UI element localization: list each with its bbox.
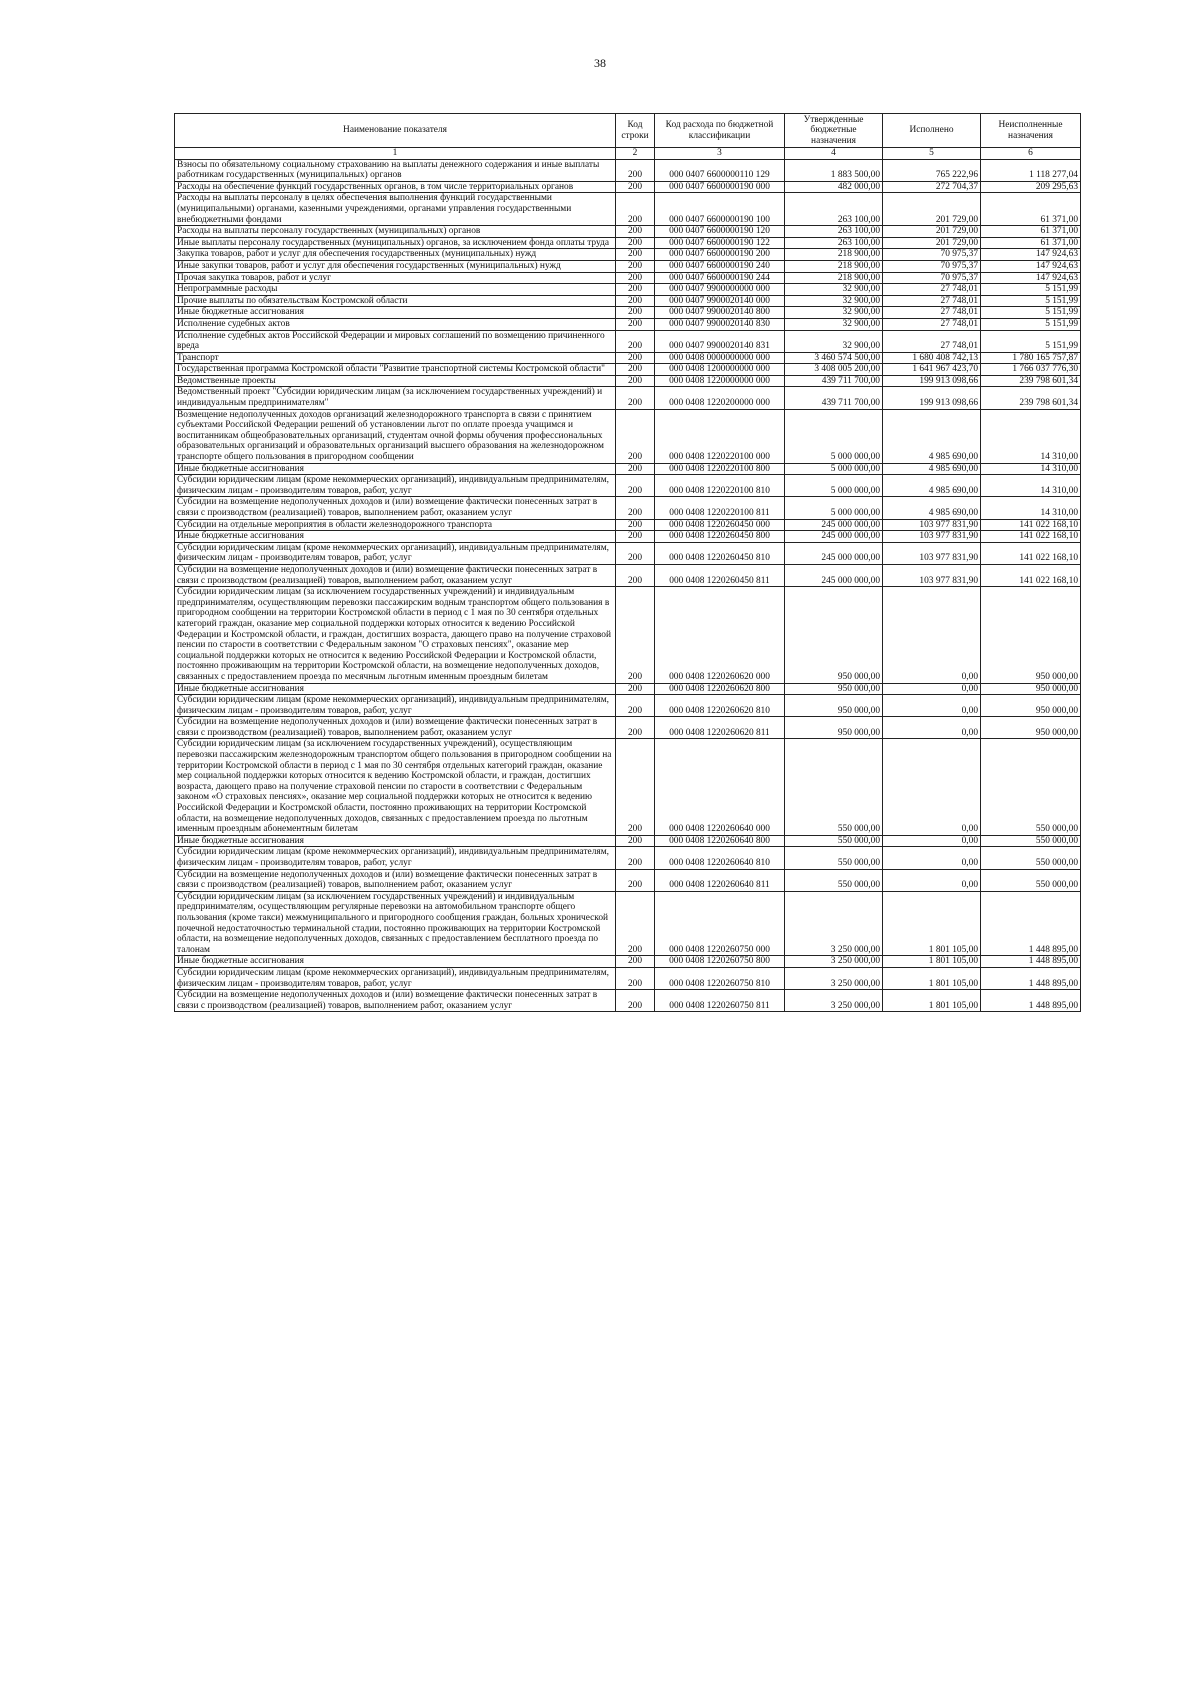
row-unexecuted: 550 000,00 xyxy=(981,869,1081,891)
row-unexecuted: 1 448 895,00 xyxy=(981,990,1081,1012)
row-unexecuted: 1 448 895,00 xyxy=(981,967,1081,989)
table-row xyxy=(175,695,1081,717)
row-line-code: 200 xyxy=(616,956,655,968)
column-number-row xyxy=(175,148,1081,160)
row-executed: 0,00 xyxy=(883,835,981,847)
row-expense-code: 000 0408 1220260450 800 xyxy=(655,531,785,543)
row-expense-code: 000 0408 1220260450 810 xyxy=(655,542,785,564)
row-unexecuted: 1 448 895,00 xyxy=(981,956,1081,968)
row-name: Расходы на обеспечение функций государственных органов, в том числе территориальных органов xyxy=(175,181,616,193)
row-approved: 5 000 000,00 xyxy=(785,475,883,497)
row-unexecuted: 1 766 037 776,30 xyxy=(981,364,1081,376)
row-line-code: 200 xyxy=(616,519,655,531)
row-unexecuted: 950 000,00 xyxy=(981,695,1081,717)
row-expense-code: 000 0408 1220260750 810 xyxy=(655,967,785,989)
table-row xyxy=(175,284,1081,296)
row-executed: 27 748,01 xyxy=(883,318,981,330)
row-expense-code: 000 0407 6600000190 244 xyxy=(655,272,785,284)
row-line-code: 200 xyxy=(616,193,655,226)
row-approved: 32 900,00 xyxy=(785,330,883,352)
row-unexecuted: 147 924,63 xyxy=(981,260,1081,272)
page-number: 38 xyxy=(594,56,606,70)
row-unexecuted: 14 310,00 xyxy=(981,475,1081,497)
row-line-code: 200 xyxy=(616,284,655,296)
row-name: Субсидии на возмещение недополученных доходов и (или) возмещение фактически понесенных затрат в связи с производством (реализацией) товаров, выполнением работ, оказанием услуг xyxy=(175,497,616,519)
row-name: Субсидии юридическим лицам (кроме некоммерческих организаций), индивидуальным предпринимателям, физическим лицам - производителям товаров, работ, услуг xyxy=(175,475,616,497)
row-executed: 103 977 831,90 xyxy=(883,531,981,543)
row-line-code: 200 xyxy=(616,387,655,409)
row-expense-code: 000 0408 1220260450 000 xyxy=(655,519,785,531)
row-line-code: 200 xyxy=(616,475,655,497)
row-name: Субсидии на возмещение недополученных доходов и (или) возмещение фактически понесенных затрат в связи с производством (реализацией) товаров, выполнением работ, оказанием услуг xyxy=(175,717,616,739)
table-row xyxy=(175,330,1081,352)
row-approved: 550 000,00 xyxy=(785,869,883,891)
row-line-code: 200 xyxy=(616,587,655,683)
row-unexecuted: 550 000,00 xyxy=(981,847,1081,869)
row-line-code: 200 xyxy=(616,260,655,272)
row-approved: 218 900,00 xyxy=(785,249,883,261)
table-row xyxy=(175,249,1081,261)
row-name: Расходы на выплаты персоналу в целях обеспечения выполнения функций государственными (муниципальными) органами, казенными учреждениями, органами управления государственными внебюджетными фондами xyxy=(175,193,616,226)
row-name: Субсидии на возмещение недополученных доходов и (или) возмещение фактически понесенных затрат в связи с производством (реализацией) товаров, выполнением работ, оказанием услуг xyxy=(175,869,616,891)
row-approved: 950 000,00 xyxy=(785,587,883,683)
row-approved: 950 000,00 xyxy=(785,695,883,717)
row-approved: 439 711 700,00 xyxy=(785,387,883,409)
row-expense-code: 000 0407 9900020140 830 xyxy=(655,318,785,330)
column-number: 1 xyxy=(175,148,616,160)
table-row xyxy=(175,181,1081,193)
row-unexecuted: 141 022 168,10 xyxy=(981,542,1081,564)
row-name: Иные бюджетные ассигнования xyxy=(175,683,616,695)
row-name: Иные бюджетные ассигнования xyxy=(175,835,616,847)
column-number: 2 xyxy=(616,148,655,160)
row-unexecuted: 1 780 165 757,87 xyxy=(981,352,1081,364)
column-number: 6 xyxy=(981,148,1081,160)
row-unexecuted: 5 151,99 xyxy=(981,330,1081,352)
row-name: Прочие выплаты по обязательствам Костромской области xyxy=(175,295,616,307)
row-approved: 263 100,00 xyxy=(785,237,883,249)
row-unexecuted: 950 000,00 xyxy=(981,587,1081,683)
table-row xyxy=(175,990,1081,1012)
row-name: Иные бюджетные ассигнования xyxy=(175,956,616,968)
row-executed: 1 801 105,00 xyxy=(883,967,981,989)
row-line-code: 200 xyxy=(616,181,655,193)
row-line-code: 200 xyxy=(616,249,655,261)
row-executed: 0,00 xyxy=(883,739,981,835)
row-name: Взносы по обязательному социальному страхованию на выплаты денежного содержания и иные выплаты работникам государственных (муниципальных) органов xyxy=(175,159,616,181)
row-expense-code: 000 0407 9900020140 800 xyxy=(655,307,785,319)
row-approved: 245 000 000,00 xyxy=(785,531,883,543)
table-row xyxy=(175,475,1081,497)
table-row xyxy=(175,542,1081,564)
row-approved: 550 000,00 xyxy=(785,739,883,835)
row-name: Расходы на выплаты персоналу государственных (муниципальных) органов xyxy=(175,226,616,238)
row-expense-code: 000 0408 1220260640 800 xyxy=(655,835,785,847)
table-row xyxy=(175,193,1081,226)
row-line-code: 200 xyxy=(616,226,655,238)
row-expense-code: 000 0408 1220200000 000 xyxy=(655,387,785,409)
row-name: Субсидии юридическим лицам (за исключением государственных учреждений) и индивидуальным предпринимателям, осуществляющим перевозки пассажирским водным транспортом общего пользования в пригородном сообщении на территории Костромской области в период с 1 мая по 30 сентября отдельных категорий граждан, оказание мер социальной поддержки которых относится к ведению Российской Федерации и Костромской области, и граждан, достигших возраста, дающего право на получение страховой пенсии по старости в соответствии с Федеральным законом "О страховых пенсиях", оказание мер социальной поддержки которых не относится к ведению Российской Федерации и Костромской области, постоянно проживающим на территории Костромской области, на возмещение недополученных доходов, связанных с предоставлением проезда по месячным льготным именным проездным билетам xyxy=(175,587,616,683)
row-executed: 0,00 xyxy=(883,869,981,891)
row-line-code: 200 xyxy=(616,891,655,956)
row-expense-code: 000 0408 1220260750 811 xyxy=(655,990,785,1012)
row-unexecuted: 5 151,99 xyxy=(981,307,1081,319)
row-expense-code: 000 0408 1220260620 810 xyxy=(655,695,785,717)
row-expense-code: 000 0408 1220000000 000 xyxy=(655,375,785,387)
row-expense-code: 000 0408 1220260450 811 xyxy=(655,564,785,586)
table-row xyxy=(175,847,1081,869)
row-executed: 103 977 831,90 xyxy=(883,542,981,564)
row-unexecuted: 147 924,63 xyxy=(981,249,1081,261)
row-name: Иные бюджетные ассигнования xyxy=(175,307,616,319)
row-expense-code: 000 0407 6600000190 122 xyxy=(655,237,785,249)
row-expense-code: 000 0407 9900020140 831 xyxy=(655,330,785,352)
row-executed: 199 913 098,66 xyxy=(883,387,981,409)
row-name: Ведомственные проекты xyxy=(175,375,616,387)
table-row xyxy=(175,352,1081,364)
row-approved: 3 460 574 500,00 xyxy=(785,352,883,364)
row-executed: 1 801 105,00 xyxy=(883,956,981,968)
row-expense-code: 000 0407 9900000000 000 xyxy=(655,284,785,296)
column-number: 5 xyxy=(883,148,981,160)
row-approved: 3 250 000,00 xyxy=(785,967,883,989)
row-unexecuted: 14 310,00 xyxy=(981,497,1081,519)
table-row xyxy=(175,531,1081,543)
row-executed: 4 985 690,00 xyxy=(883,475,981,497)
row-executed: 1 801 105,00 xyxy=(883,891,981,956)
row-expense-code: 000 0408 0000000000 000 xyxy=(655,352,785,364)
row-executed: 1 801 105,00 xyxy=(883,990,981,1012)
row-approved: 3 250 000,00 xyxy=(785,990,883,1012)
row-name: Иные закупки товаров, работ и услуг для обеспечения государственных (муниципальных) нужд xyxy=(175,260,616,272)
row-line-code: 200 xyxy=(616,237,655,249)
table-row xyxy=(175,226,1081,238)
table-body xyxy=(175,159,1081,1012)
row-approved: 245 000 000,00 xyxy=(785,564,883,586)
row-line-code: 200 xyxy=(616,531,655,543)
row-line-code: 200 xyxy=(616,330,655,352)
row-unexecuted: 239 798 601,34 xyxy=(981,387,1081,409)
row-line-code: 200 xyxy=(616,695,655,717)
row-name: Субсидии юридическим лицам (кроме некоммерческих организаций), индивидуальным предпринимателям, физическим лицам - производителям товаров, работ, услуг xyxy=(175,695,616,717)
row-executed: 0,00 xyxy=(883,683,981,695)
row-line-code: 200 xyxy=(616,295,655,307)
row-name: Непрограммные расходы xyxy=(175,284,616,296)
row-approved: 5 000 000,00 xyxy=(785,463,883,475)
row-executed: 201 729,00 xyxy=(883,193,981,226)
table-row xyxy=(175,891,1081,956)
row-name: Субсидии юридическим лицам (кроме некоммерческих организаций), индивидуальным предпринимателям, физическим лицам - производителям товаров, работ, услуг xyxy=(175,542,616,564)
row-executed: 70 975,37 xyxy=(883,249,981,261)
row-executed: 4 985 690,00 xyxy=(883,463,981,475)
table-row xyxy=(175,717,1081,739)
row-approved: 218 900,00 xyxy=(785,260,883,272)
table-row xyxy=(175,307,1081,319)
table-row xyxy=(175,956,1081,968)
row-expense-code: 000 0407 6600000190 000 xyxy=(655,181,785,193)
row-name: Закупка товаров, работ и услуг для обеспечения государственных (муниципальных) нужд xyxy=(175,249,616,261)
row-executed: 103 977 831,90 xyxy=(883,519,981,531)
row-unexecuted: 550 000,00 xyxy=(981,835,1081,847)
row-name: Субсидии юридическим лицам (кроме некоммерческих организаций), индивидуальным предпринимателям, физическим лицам - производителям товаров, работ, услуг xyxy=(175,847,616,869)
row-approved: 32 900,00 xyxy=(785,307,883,319)
row-unexecuted: 950 000,00 xyxy=(981,717,1081,739)
row-line-code: 200 xyxy=(616,683,655,695)
row-line-code: 200 xyxy=(616,409,655,463)
row-unexecuted: 1 118 277,04 xyxy=(981,159,1081,181)
row-expense-code: 000 0407 6600000110 129 xyxy=(655,159,785,181)
row-name: Транспорт xyxy=(175,352,616,364)
row-executed: 70 975,37 xyxy=(883,272,981,284)
row-name: Возмещение недополученных доходов организаций железнодорожного транспорта в связи с принятием субъектами Российской Федерации решений об установлении льгот по оплате проезда учащимся и воспитанникам общеобразовательных организаций, студентам очной формы обучения профессиональных образовательных организаций и образовательных организаций высшего образования на железнодорожном транспорте общего пользования в пригородном сообщении xyxy=(175,409,616,463)
table-row xyxy=(175,497,1081,519)
row-approved: 3 250 000,00 xyxy=(785,956,883,968)
row-expense-code: 000 0408 1220220100 800 xyxy=(655,463,785,475)
row-unexecuted: 239 798 601,34 xyxy=(981,375,1081,387)
row-approved: 5 000 000,00 xyxy=(785,497,883,519)
row-approved: 263 100,00 xyxy=(785,193,883,226)
row-unexecuted: 209 295,63 xyxy=(981,181,1081,193)
row-line-code: 200 xyxy=(616,497,655,519)
row-name: Субсидии на возмещение недополученных доходов и (или) возмещение фактически понесенных затрат в связи с производством (реализацией) товаров, выполнением работ, оказанием услуг xyxy=(175,990,616,1012)
header-unexecuted: Неисполненные назначения xyxy=(981,114,1081,148)
row-expense-code: 000 0408 1220260620 000 xyxy=(655,587,785,683)
table-header-row xyxy=(175,114,1081,148)
row-name: Иные бюджетные ассигнования xyxy=(175,463,616,475)
row-line-code: 200 xyxy=(616,159,655,181)
row-executed: 1 680 408 742,13 xyxy=(883,352,981,364)
row-line-code: 200 xyxy=(616,967,655,989)
row-executed: 1 641 967 423,70 xyxy=(883,364,981,376)
header-line-code: Код строки xyxy=(616,114,655,148)
table-row xyxy=(175,237,1081,249)
table-row xyxy=(175,375,1081,387)
row-line-code: 200 xyxy=(616,542,655,564)
row-name: Прочая закупка товаров, работ и услуг xyxy=(175,272,616,284)
row-name: Субсидии юридическим лицам (за исключением государственных учреждений) и индивидуальным предпринимателям, осуществляющим регулярные перевозки на автомобильном транспорте общего пользования (кроме такси) межмуниципального и пригородного сообщения граждан, больных хронической почечной недостаточностью терминальной стадии, постоянно проживающих на территории Костромской области, на возмещение недополученных доходов, связанных с предоставлением бесплатного проезда по талонам xyxy=(175,891,616,956)
row-unexecuted: 5 151,99 xyxy=(981,318,1081,330)
row-approved: 950 000,00 xyxy=(785,683,883,695)
row-executed: 103 977 831,90 xyxy=(883,564,981,586)
row-expense-code: 000 0408 1200000000 000 xyxy=(655,364,785,376)
row-line-code: 200 xyxy=(616,307,655,319)
row-name: Субсидии юридическим лицам (за исключением государственных учреждений), осуществляющим перевозки пассажирским железнодорожным транспортом общего пользования в пригородном сообщении на территории Костромской области в период с 1 мая по 30 сентября отдельных категорий граждан, оказание мер социальной поддержки которых относится к ведению Костромской области, и граждан, достигших возраста, дающего право на получение страховой пенсии по старости в соответствии с Федеральным законом «О страховых пенсиях», оказание мер социальной поддержки которых не относится к ведению Российской Федерации и Костромской области, постоянно проживающих на территории Костромской области, на возмещение недополученных доходов, связанных с предоставлением проезда по льготным именным проездным абонементным билетам xyxy=(175,739,616,835)
row-expense-code: 000 0408 1220260640 811 xyxy=(655,869,785,891)
table-row xyxy=(175,463,1081,475)
row-unexecuted: 14 310,00 xyxy=(981,409,1081,463)
row-line-code: 200 xyxy=(616,869,655,891)
table-row xyxy=(175,272,1081,284)
row-executed: 201 729,00 xyxy=(883,237,981,249)
row-expense-code: 000 0407 6600000190 240 xyxy=(655,260,785,272)
row-executed: 272 704,37 xyxy=(883,181,981,193)
row-name: Субсидии юридическим лицам (кроме некоммерческих организаций), индивидуальным предпринимателям, физическим лицам - производителям товаров, работ, услуг xyxy=(175,967,616,989)
row-approved: 550 000,00 xyxy=(785,835,883,847)
row-executed: 201 729,00 xyxy=(883,226,981,238)
header-expense-code: Код расхода по бюджетной классификации xyxy=(655,114,785,148)
row-approved: 32 900,00 xyxy=(785,295,883,307)
header-approved: Утвержденные бюджетные назначения xyxy=(785,114,883,148)
row-executed: 0,00 xyxy=(883,587,981,683)
table-row xyxy=(175,564,1081,586)
row-unexecuted: 1 448 895,00 xyxy=(981,891,1081,956)
table-row xyxy=(175,409,1081,463)
row-unexecuted: 61 371,00 xyxy=(981,193,1081,226)
row-executed: 0,00 xyxy=(883,717,981,739)
row-line-code: 200 xyxy=(616,272,655,284)
row-line-code: 200 xyxy=(616,318,655,330)
header-executed: Исполнено xyxy=(883,114,981,148)
row-unexecuted: 141 022 168,10 xyxy=(981,531,1081,543)
row-name: Субсидии на возмещение недополученных доходов и (или) возмещение фактически понесенных затрат в связи с производством (реализацией) товаров, выполнением работ, оказанием услуг xyxy=(175,564,616,586)
row-unexecuted: 141 022 168,10 xyxy=(981,564,1081,586)
row-approved: 3 408 005 200,00 xyxy=(785,364,883,376)
header-indicator-name: Наименование показателя xyxy=(175,114,616,148)
table-row xyxy=(175,683,1081,695)
row-line-code: 200 xyxy=(616,352,655,364)
row-unexecuted: 14 310,00 xyxy=(981,463,1081,475)
row-name: Ведомственный проект "Субсидии юридическим лицам (за исключением государственных учреждений) и индивидуальным предпринимателям" xyxy=(175,387,616,409)
table-row xyxy=(175,387,1081,409)
table-row xyxy=(175,364,1081,376)
row-expense-code: 000 0408 1220260640 810 xyxy=(655,847,785,869)
row-approved: 218 900,00 xyxy=(785,272,883,284)
row-executed: 27 748,01 xyxy=(883,295,981,307)
row-expense-code: 000 0407 6600000190 100 xyxy=(655,193,785,226)
row-approved: 32 900,00 xyxy=(785,318,883,330)
row-line-code: 200 xyxy=(616,364,655,376)
row-approved: 439 711 700,00 xyxy=(785,375,883,387)
row-expense-code: 000 0407 6600000190 120 xyxy=(655,226,785,238)
column-number: 3 xyxy=(655,148,785,160)
row-executed: 4 985 690,00 xyxy=(883,497,981,519)
row-approved: 1 883 500,00 xyxy=(785,159,883,181)
budget-execution-table xyxy=(174,113,1081,1012)
table-row xyxy=(175,967,1081,989)
row-unexecuted: 61 371,00 xyxy=(981,237,1081,249)
table-row xyxy=(175,869,1081,891)
row-name: Иные бюджетные ассигнования xyxy=(175,531,616,543)
row-executed: 70 975,37 xyxy=(883,260,981,272)
row-unexecuted: 5 151,99 xyxy=(981,295,1081,307)
column-number: 4 xyxy=(785,148,883,160)
row-expense-code: 000 0408 1220260750 000 xyxy=(655,891,785,956)
row-approved: 482 000,00 xyxy=(785,181,883,193)
row-name: Иные выплаты персоналу государственных (муниципальных) органов, за исключением фонда оплаты труда xyxy=(175,237,616,249)
row-executed: 27 748,01 xyxy=(883,284,981,296)
row-unexecuted: 61 371,00 xyxy=(981,226,1081,238)
row-expense-code: 000 0407 9900020140 000 xyxy=(655,295,785,307)
row-approved: 245 000 000,00 xyxy=(785,542,883,564)
row-approved: 950 000,00 xyxy=(785,717,883,739)
row-name: Исполнение судебных актов Российской Федерации и мировых соглашений по возмещению причиненного вреда xyxy=(175,330,616,352)
row-executed: 0,00 xyxy=(883,847,981,869)
row-line-code: 200 xyxy=(616,375,655,387)
table-row xyxy=(175,159,1081,181)
row-approved: 32 900,00 xyxy=(785,284,883,296)
row-executed: 765 222,96 xyxy=(883,159,981,181)
table-row xyxy=(175,587,1081,683)
table-row xyxy=(175,318,1081,330)
row-line-code: 200 xyxy=(616,835,655,847)
row-expense-code: 000 0408 1220220100 000 xyxy=(655,409,785,463)
row-executed: 199 913 098,66 xyxy=(883,375,981,387)
row-expense-code: 000 0408 1220260620 800 xyxy=(655,683,785,695)
row-executed: 27 748,01 xyxy=(883,307,981,319)
row-line-code: 200 xyxy=(616,463,655,475)
row-approved: 245 000 000,00 xyxy=(785,519,883,531)
row-unexecuted: 147 924,63 xyxy=(981,272,1081,284)
table-row xyxy=(175,835,1081,847)
row-line-code: 200 xyxy=(616,739,655,835)
row-expense-code: 000 0408 1220260620 811 xyxy=(655,717,785,739)
row-executed: 4 985 690,00 xyxy=(883,409,981,463)
row-unexecuted: 5 151,99 xyxy=(981,284,1081,296)
row-line-code: 200 xyxy=(616,717,655,739)
row-approved: 550 000,00 xyxy=(785,847,883,869)
row-expense-code: 000 0408 1220220100 811 xyxy=(655,497,785,519)
row-expense-code: 000 0408 1220260640 000 xyxy=(655,739,785,835)
row-name: Исполнение судебных актов xyxy=(175,318,616,330)
table-row xyxy=(175,519,1081,531)
row-approved: 5 000 000,00 xyxy=(785,409,883,463)
row-line-code: 200 xyxy=(616,564,655,586)
row-approved: 263 100,00 xyxy=(785,226,883,238)
row-unexecuted: 550 000,00 xyxy=(981,739,1081,835)
table-row xyxy=(175,295,1081,307)
row-expense-code: 000 0408 1220220100 810 xyxy=(655,475,785,497)
row-name: Субсидии на отдельные мероприятия в области железнодорожного транспорта xyxy=(175,519,616,531)
row-unexecuted: 950 000,00 xyxy=(981,683,1081,695)
row-line-code: 200 xyxy=(616,847,655,869)
row-approved: 3 250 000,00 xyxy=(785,891,883,956)
row-name: Государственная программа Костромской области "Развитие транспортной системы Костромской области" xyxy=(175,364,616,376)
row-line-code: 200 xyxy=(616,990,655,1012)
table-row xyxy=(175,260,1081,272)
row-expense-code: 000 0407 6600000190 200 xyxy=(655,249,785,261)
row-expense-code: 000 0408 1220260750 800 xyxy=(655,956,785,968)
table-row xyxy=(175,739,1081,835)
row-executed: 27 748,01 xyxy=(883,330,981,352)
row-unexecuted: 141 022 168,10 xyxy=(981,519,1081,531)
row-executed: 0,00 xyxy=(883,695,981,717)
